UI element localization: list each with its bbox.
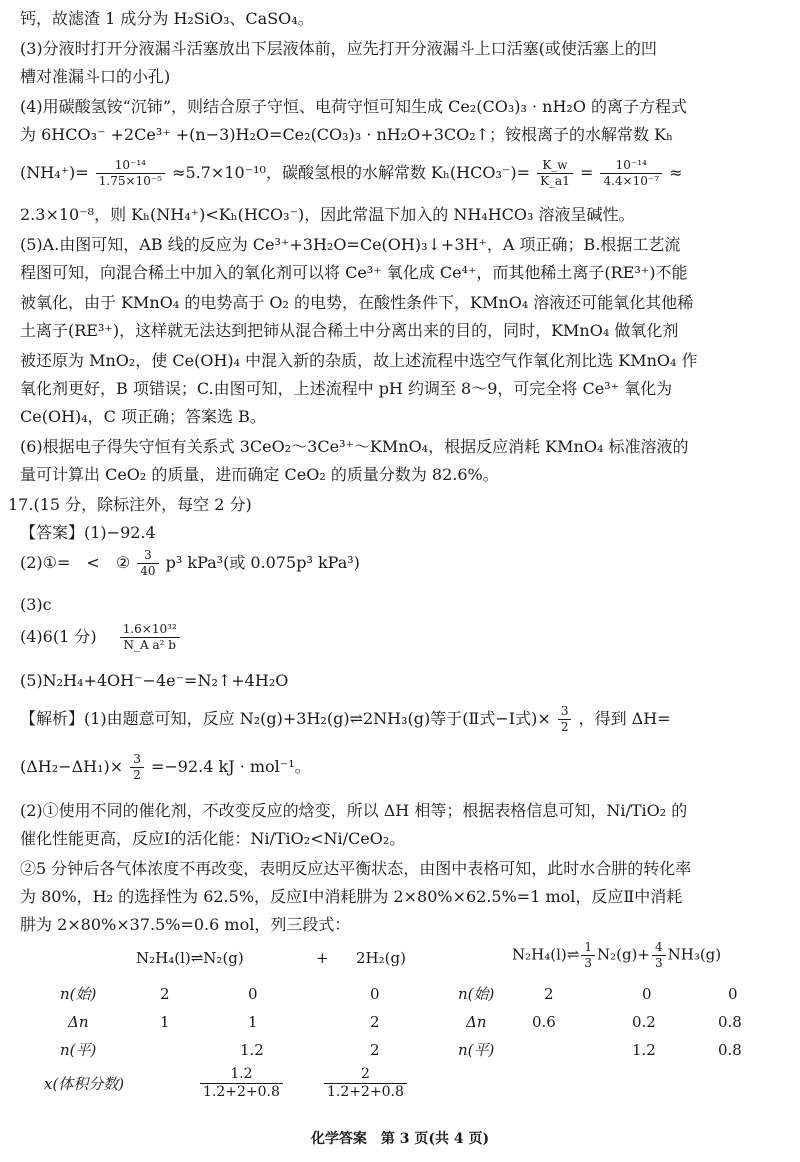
text-segment: (NH₄⁺)= (20, 163, 89, 182)
text-segment: (ΔH₂−ΔH₁)× (20, 757, 124, 776)
left-equation-product: 2H₂(g) (356, 949, 406, 967)
table-cell: 2 (370, 1041, 380, 1059)
row-label-equilibrium-right: n(平) (458, 1041, 495, 1059)
table-cell: 1 (248, 1013, 258, 1031)
row-label-start-right: n(始) (458, 985, 495, 1003)
volume-fraction-h2 (322, 1066, 409, 1101)
fraction (558, 704, 572, 735)
text-line: 程图可知，向混合稀土中加入的氧化剂可以将 Ce³⁺ 氧化成 Ce⁴⁺，而其他稀土离子(RE³⁺)不能 (20, 263, 688, 282)
text-line-with-fraction (20, 548, 360, 579)
left-equation-plus: + (316, 949, 329, 967)
fraction-denominator: N_A a² b (123, 638, 176, 652)
table-cell: 0 (370, 985, 380, 1003)
text-line: 土离子(RE³⁺)，这样就无法达到把铈从混合稀土中分离出来的目的，同时，KMnO₄ 做氧化剂 (20, 321, 679, 340)
row-label-delta: Δn (68, 1013, 89, 1031)
fraction-numerator: 10⁻¹⁴ (96, 158, 165, 174)
fraction-numerator: 2 (324, 1066, 407, 1084)
fraction-numerator: 3 (137, 548, 158, 564)
fraction-denominator: 4.4×10⁻⁷ (603, 174, 660, 188)
fraction (600, 158, 662, 189)
fraction-denominator: 2 (133, 768, 141, 782)
analysis-line-with-fraction (20, 704, 671, 735)
fraction (96, 158, 165, 189)
text-segment: ≈5.7×10⁻¹⁰，碳酸氢根的水解常数 Kₕ(HCO₃⁻)= (172, 163, 530, 182)
page-footer: 化学答案 第 3 页(共 4 页) (310, 1131, 490, 1147)
text-segment: (2)①= < ② (20, 553, 131, 572)
text-segment: =−92.4 kJ · mol⁻¹。 (150, 757, 311, 776)
table-cell: 0.2 (632, 1013, 656, 1031)
fraction (200, 1066, 283, 1101)
text-line: Ce(OH)₄，C 项正确；答案选 B。 (20, 407, 266, 426)
fraction-numerator: 1.6×10³² (120, 622, 180, 638)
fraction (120, 622, 180, 653)
text-line: (5)A.由图可知，AB 线的反应为 Ce³⁺+3H₂O=Ce(OH)₃↓+3H⁺，A 项正确；B.根据工艺流 (20, 235, 681, 254)
text-line: (3)c (20, 595, 52, 614)
fraction (537, 158, 573, 189)
fraction-numerator: 4 (652, 940, 666, 956)
text-segment: p³ kPa³(或 0.075p³ kPa³) (165, 553, 360, 572)
text-line: (5)N₂H₄+4OH⁻−4e⁻=N₂↑+4H₂O (20, 671, 289, 690)
text-line: 氧化剂更好，B 项错误；C.由图可知，上述流程中 pH 约调至 8～9，可完全将 Ce³⁺ 氧化为 (20, 379, 673, 398)
text-line: 被氧化，由于 KMnO₄ 的电势高于 O₂ 的电势，在酸性条件下，KMnO₄ 溶液还可能氧化其他稀 (20, 293, 694, 312)
answer-label: 【答案】(1)−92.4 (20, 523, 156, 542)
fraction-numerator: 1 (581, 940, 595, 956)
table-cell: 0 (728, 985, 738, 1003)
row-label-start: n(始) (60, 985, 97, 1003)
table-cell: 2 (370, 1013, 380, 1031)
fraction-numerator: 3 (130, 752, 144, 768)
fraction-numerator: K_w (537, 158, 573, 174)
fraction-denominator: 2 (560, 720, 569, 734)
left-equation-header: N₂H₄(l)⇌N₂(g) (136, 949, 244, 967)
right-equation-header (512, 940, 721, 971)
text-line: 催化性能更高，反应Ⅰ的活化能：Ni/TiO₂<Ni/CeO₂。 (20, 829, 406, 848)
text-line: 为 6HCO₃⁻ +2Ce³⁺ +(n−3)H₂O=Ce₂(CO₃)₃ · nH₂O+3CO₂↑；铵根离子的水解常数 Kₕ (20, 125, 674, 144)
text-line: (2)①使用不同的催化剂，不改变反应的焓变，所以 ΔH 相等；根据表格信息可知，Ni/TiO₂ 的 (20, 801, 688, 820)
text-segment: = (579, 163, 594, 182)
table-cell: 2 (544, 985, 554, 1003)
fraction-denominator: 1.2+2+0.8 (203, 1084, 280, 1100)
text-segment: (4)6(1 分) (20, 627, 113, 646)
text-line: (3)分液时打开分液漏斗活塞放出下层液体前，应先打开分液漏斗上口活塞(或使活塞上的凹 (20, 39, 657, 58)
text-line: (6)根据电子得失守恒有关系式 3CeO₂～3Ce³⁺～KMnO₄，根据反应消耗 KMnO₄ 标准溶液的 (20, 437, 689, 456)
text-line-with-fraction (20, 622, 182, 653)
text-line: 为 80%，H₂ 的选择性为 62.5%，反应Ⅰ中消耗肼为 2×80%×62.5%=1 mol，反应Ⅱ中消耗 (20, 887, 683, 906)
text-line: ②5 分钟后各气体浓度不再改变，表明反应达平衡状态，由图中表格可知，此时水合肼的转化率 (20, 859, 692, 878)
volume-fraction-n2 (198, 1066, 285, 1101)
table-cell: 1.2 (240, 1041, 264, 1059)
text-line: 槽对准漏斗口的小孔) (20, 67, 171, 86)
fraction (324, 1066, 407, 1101)
fraction-numerator: 1.2 (200, 1066, 283, 1084)
fraction (130, 752, 144, 783)
text-segment: N₂(g)+ (596, 945, 650, 964)
table-cell: 0.8 (718, 1013, 742, 1031)
fraction-denominator: 1.75×10⁻⁵ (98, 174, 162, 188)
text-line: 肼为 2×80%×37.5%=0.6 mol，列三段式： (20, 915, 351, 934)
text-segment: N₂H₄(l)⇌ (512, 945, 580, 964)
text-line: 2.3×10⁻⁸，则 Kₕ(NH₄⁺)<Kₕ(HCO₃⁻)，因此常温下加入的 NH₄HCO₃ 溶液呈碱性。 (20, 205, 635, 224)
text-segment: NH₃(g) (667, 945, 722, 964)
fraction (137, 548, 158, 579)
text-segment: 【解析】(1)由题意可知，反应 N₂(g)+3H₂(g)⇌2NH₃(g)等于(Ⅱ式−Ⅰ式)× (20, 709, 551, 728)
fraction-denominator: 3 (584, 956, 592, 970)
table-cell: 1.2 (632, 1041, 656, 1059)
fraction-denominator: 1.2+2+0.8 (327, 1084, 404, 1100)
fraction (581, 940, 595, 971)
fraction-denominator: 40 (140, 564, 156, 578)
fraction-denominator: K_a1 (540, 174, 570, 188)
row-label-equilibrium: n(平) (60, 1041, 97, 1059)
text-segment: ≈ (669, 163, 683, 182)
text-line: 钙，故滤渣 1 成分为 H₂SiO₃、CaSO₄。 (20, 9, 314, 28)
fraction-numerator: 10⁻¹⁴ (600, 158, 662, 174)
text-line: 量可计算出 CeO₂ 的质量，进而确定 CeO₂ 的质量分数为 82.6%。 (20, 465, 499, 484)
text-line: (4)用碳酸氢铵“沉铈”，则结合原子守恒、电荷守恒可知生成 Ce₂(CO₃)₃ · nH₂O 的离子方程式 (20, 97, 688, 116)
table-cell: 0.8 (718, 1041, 742, 1059)
table-cell: 0 (642, 985, 652, 1003)
question-header: 17.(15 分，除标注外，每空 2 分) (8, 495, 252, 514)
text-line-with-fractions (20, 158, 683, 189)
fraction-denominator: 3 (654, 956, 663, 970)
text-segment: ，得到 ΔH= (578, 709, 671, 728)
table-cell: 0 (248, 985, 258, 1003)
fraction-numerator: 3 (558, 704, 572, 720)
text-line-with-fraction (20, 752, 311, 783)
table-cell: 2 (160, 985, 170, 1003)
fraction (652, 940, 666, 971)
table-cell: 1 (160, 1013, 170, 1031)
row-label-volume-fraction: x(体积分数) (44, 1075, 125, 1093)
row-label-delta-right: Δn (466, 1013, 487, 1031)
table-cell: 0.6 (532, 1013, 556, 1031)
text-line: 被还原为 MnO₂，使 Ce(OH)₄ 中混入新的杂质，故上述流程中选空气作氧化剂比选 KMnO₄ 作 (20, 351, 698, 370)
